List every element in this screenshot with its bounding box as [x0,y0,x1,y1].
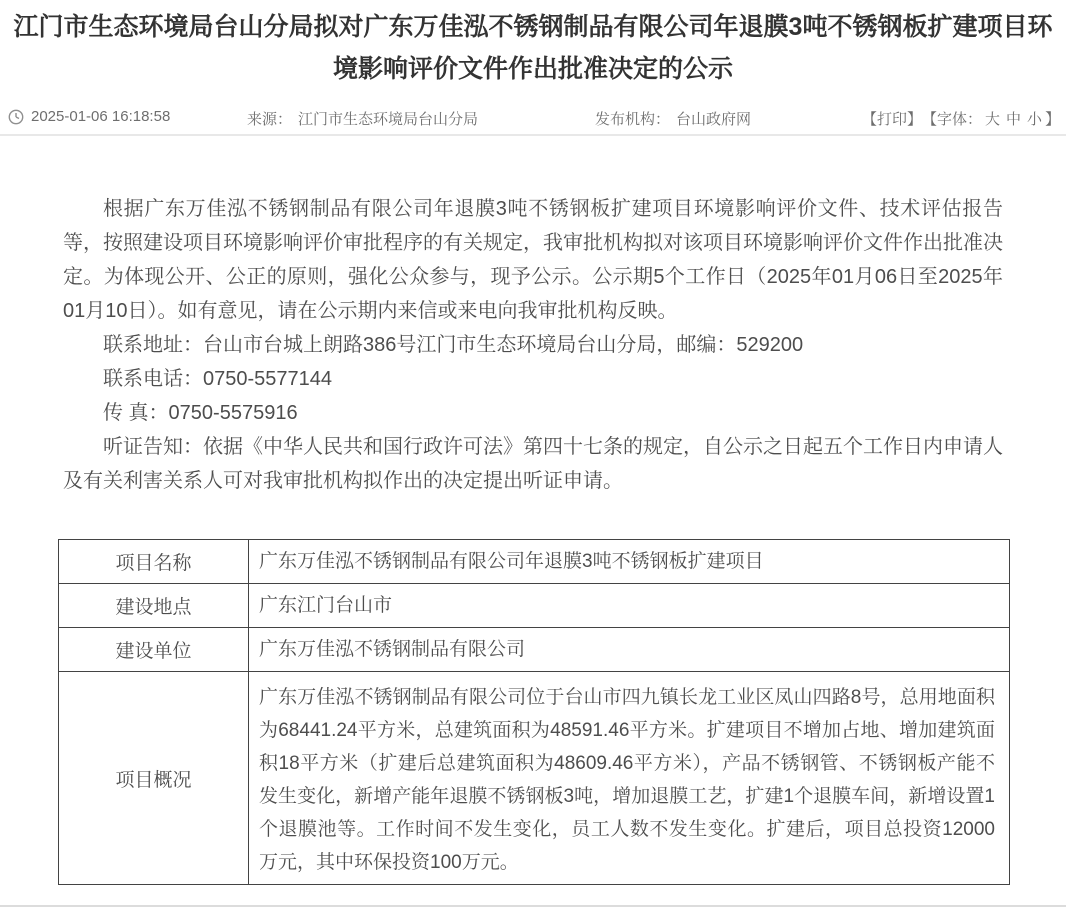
row-label-project-name: 项目名称 [59,540,249,584]
font-size-suffix: 】 [1045,111,1061,128]
row-label-construction-unit: 建设单位 [59,628,249,672]
project-info-table-wrapper [58,539,1012,907]
row-value-project-name: 广东万佳泓不锈钢制品有限公司年退膜3吨不锈钢板扩建项目 [249,540,1010,584]
publisher-label: 发布机构： [595,111,671,128]
font-size-small-button[interactable]: 小 [1027,111,1043,128]
source-field [247,108,478,129]
publish-time [8,108,170,125]
article-paragraph-contact-phone: 联系电话：0750-5577144 [103,368,333,390]
print-button[interactable]: 【打印】 [862,111,923,128]
project-info-table [58,539,1010,885]
header-divider [0,134,1066,136]
font-size-control [922,108,1060,129]
font-size-large-button[interactable]: 大 [985,111,1001,128]
article-paragraph-contact-address: 联系地址：台山市台城上朗路386号江门市生态环境局台山分局，邮编：529200 [103,334,804,356]
article-body [63,192,1003,498]
row-label-project-overview: 项目概况 [59,672,249,885]
table-row [59,628,1010,672]
publisher-value: 台山政府网 [676,111,752,128]
row-value-project-overview: 广东万佳泓不锈钢制品有限公司位于台山市四九镇长龙工业区凤山四路8号，总用地面积为68441.24平方米，总建筑面积为48591.46平方米。扩建项目不增加占地、增加建筑面积18平方米（扩建后总建筑面积为48609.46平方米），产品不锈钢管、不锈钢板产能不发生变化，新增产能年退膜不锈钢板3吨，增加退膜工艺，扩建1个退膜车间，新增设置1个退膜池等。工作时间不发生变化，员工人数不发生变化。扩建后，项目总投资12000万元，其中环保投资100万元。 [249,672,1010,885]
row-label-construction-site: 建设地点 [59,584,249,628]
row-value-construction-site: 广东江门台山市 [249,584,1010,628]
article-paragraph-hearing-notice: 听证告知：依据《中华人民共和国行政许可法》第四十七条的规定，自公示之日起五个工作日内申请人及有关利害关系人可对我审批机构拟作出的决定提出听证申请。 [63,436,1003,492]
row-value-construction-unit: 广东万佳泓不锈钢制品有限公司 [249,628,1010,672]
source-label: 来源： [247,111,293,128]
table-row [59,540,1010,584]
article-paragraph-fax: 传 真：0750-5575916 [103,402,298,424]
clock-icon [8,109,24,125]
page-title: 江门市生态环境局台山分局拟对广东万佳泓不锈钢制品有限公司年退膜3吨不锈钢板扩建项目环境影响评价文件作出批准决定的公示 [13,13,1053,83]
source-value: 江门市生态环境局台山分局 [298,111,479,128]
font-size-prefix: 【字体： [922,111,983,128]
meta-bar [0,104,1066,134]
article-paragraph: 根据广东万佳泓不锈钢制品有限公司年退膜3吨不锈钢板扩建项目环境影响评价文件、技术评估报告等，按照建设项目环境影响评价审批程序的有关规定，我审批机构拟对该项目环境影响评价文件作出批准决定。为体现公开、公正的原则，强化公众参与，现予公示。公示期5个工作日（2025年01月06日至2025年01月10日）。如有意见，请在公示期内来信或来电向我审批机构反映。 [63,198,1003,322]
publish-timestamp: 2025-01-06 16:18:58 [31,108,171,125]
font-size-medium-button[interactable]: 中 [1006,111,1022,128]
table-row [59,672,1010,885]
publisher-field [595,108,751,129]
table-row [59,584,1010,628]
